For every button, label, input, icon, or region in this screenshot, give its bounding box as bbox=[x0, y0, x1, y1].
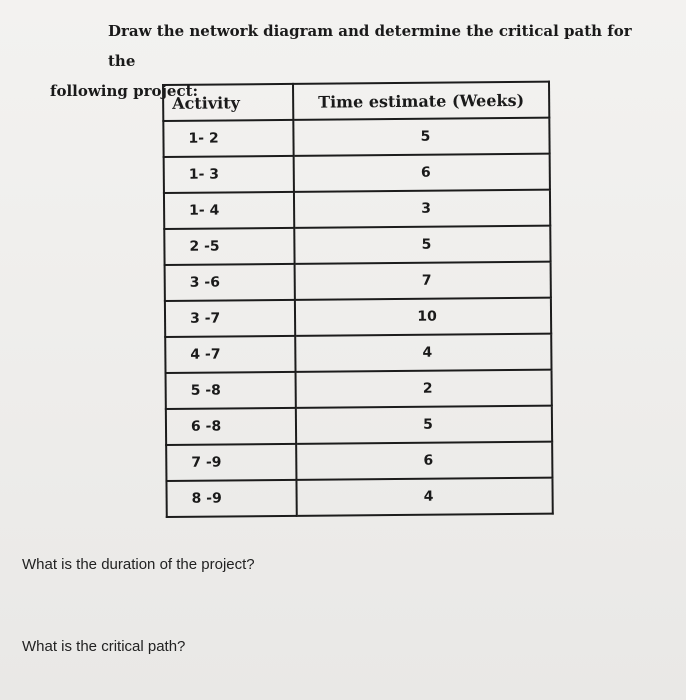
time-estimate-cell: 5 bbox=[296, 406, 552, 444]
activity-cell: 1- 3 bbox=[164, 156, 294, 193]
activity-cell: 6 -8 bbox=[166, 408, 296, 445]
table-row bbox=[166, 442, 552, 481]
activity-cell: 1- 4 bbox=[164, 192, 294, 229]
table-header-row bbox=[163, 82, 549, 121]
table-row bbox=[166, 478, 552, 517]
table-row bbox=[165, 334, 551, 373]
time-estimate-cell: 6 bbox=[294, 154, 550, 192]
activity-cell: 1- 2 bbox=[163, 120, 293, 157]
instruction-line-2: following project: bbox=[50, 82, 199, 100]
activity-cell: 5 -8 bbox=[166, 372, 296, 409]
table-row bbox=[165, 262, 551, 301]
time-estimate-cell: 5 bbox=[294, 226, 550, 264]
time-estimate-cell: 6 bbox=[296, 442, 552, 480]
table-row bbox=[165, 298, 551, 337]
table-row bbox=[164, 226, 550, 265]
question-critical-path: What is the critical path? bbox=[22, 638, 186, 655]
header-activity: Activity bbox=[163, 84, 293, 121]
header-time-estimate: Time estimate (Weeks) bbox=[293, 82, 549, 120]
table-row bbox=[164, 154, 550, 193]
time-estimate-cell: 10 bbox=[295, 298, 551, 336]
activity-cell: 2 -5 bbox=[164, 228, 294, 265]
question-duration: What is the duration of the project? bbox=[22, 556, 255, 573]
table-row bbox=[163, 118, 549, 157]
time-estimate-cell: 4 bbox=[296, 478, 552, 516]
activity-cell: 8 -9 bbox=[166, 480, 296, 517]
time-estimate-cell: 2 bbox=[296, 370, 552, 408]
table-row bbox=[164, 190, 550, 229]
time-estimate-cell: 5 bbox=[293, 118, 549, 156]
time-estimate-cell: 4 bbox=[295, 334, 551, 372]
activity-cell: 3 -6 bbox=[165, 264, 295, 301]
activity-table bbox=[162, 81, 554, 518]
time-estimate-cell: 7 bbox=[295, 262, 551, 300]
table-row bbox=[166, 370, 552, 409]
activity-cell: 3 -7 bbox=[165, 300, 295, 337]
instruction-line-1: Draw the network diagram and determine the critical path for the bbox=[108, 22, 632, 70]
activity-cell: 4 -7 bbox=[165, 336, 295, 373]
table-row bbox=[166, 406, 552, 445]
activity-cell: 7 -9 bbox=[166, 444, 296, 481]
time-estimate-cell: 3 bbox=[294, 190, 550, 228]
